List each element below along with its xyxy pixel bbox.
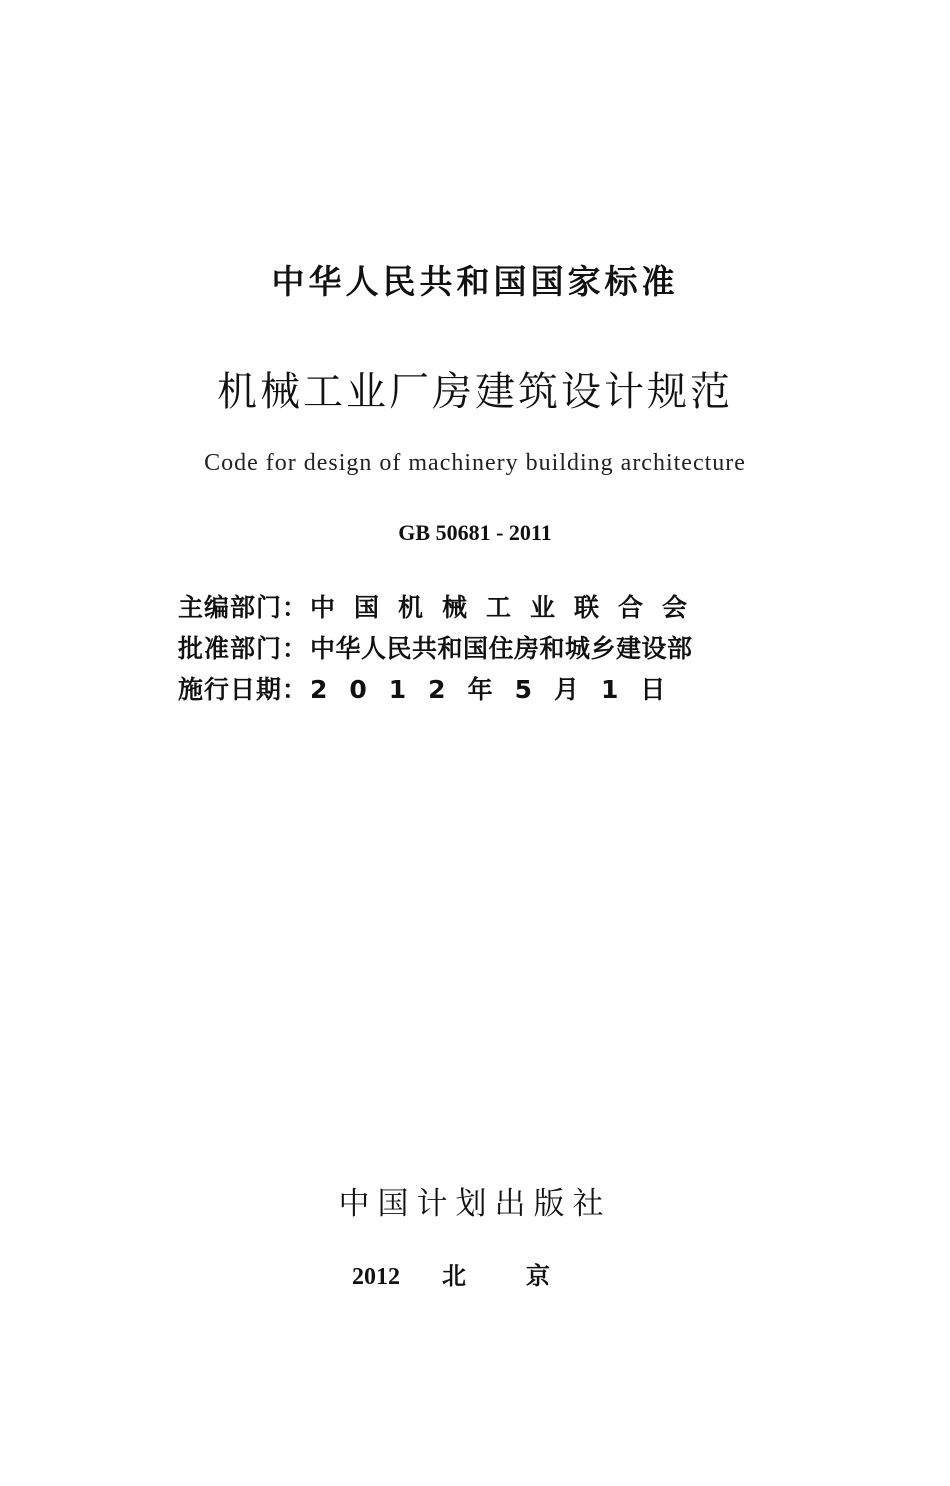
imprint-year: 2012 <box>352 1264 400 1290</box>
metadata-value-editor: 中国机械工业联合会 <box>310 593 707 622</box>
metadata-row-editor <box>178 588 738 629</box>
metadata-row-effective-date <box>178 670 738 711</box>
metadata-label-approver: 批准部门： <box>178 634 309 663</box>
imprint-city: 北京 <box>442 1262 610 1290</box>
english-title: Code for design of machinery building architecture <box>204 450 746 476</box>
metadata-label-effective-date: 施行日期： <box>178 675 309 704</box>
imprint-line <box>352 1256 612 1291</box>
metadata-row-approver <box>178 629 738 670</box>
metadata-block <box>178 588 738 711</box>
metadata-value-approver: 中华人民共和国住房和城乡建设部 <box>310 634 693 663</box>
chinese-title: 机械工业厂房建筑设计规范 <box>217 369 733 415</box>
standard-code: GB 50681 - 2011 <box>398 520 552 545</box>
metadata-label-editor: 主编部门： <box>178 593 309 622</box>
national-standard-heading: 中华人民共和国国家标准 <box>271 262 679 301</box>
publisher: 中国计划出版社 <box>338 1186 612 1222</box>
metadata-value-effective-date: 2012年5月1日 <box>310 675 688 704</box>
